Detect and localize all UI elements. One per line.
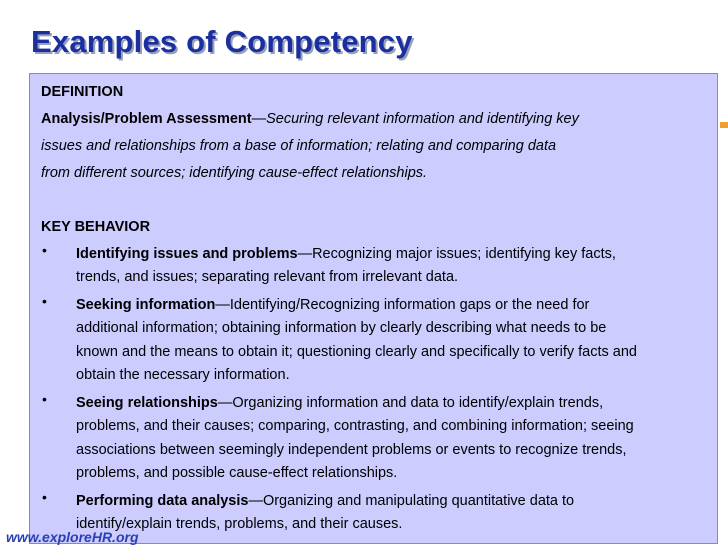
bullet-2: • (42, 293, 47, 309)
bullet-1: • (42, 242, 47, 258)
behavior-1-term: Identifying issues and problems (76, 246, 298, 262)
behavior-1-line-2: trends, and issues; separating relevant from irrelevant data. (76, 269, 459, 285)
behavior-3-line-2: problems, and their causes; comparing, contrasting, and combining information; seeing (76, 418, 634, 434)
behavior-4-line-2: identify/explain trends, problems, and their causes. (76, 516, 403, 532)
behavior-2-line-2: additional information; obtaining information by clearly describing what needs to be (76, 320, 607, 336)
behavior-4-line-1 (76, 491, 574, 511)
behavior-3-line-3: associations between seemingly independent problems or events to recognize trends, (76, 442, 627, 458)
definition-line-1 (41, 109, 579, 129)
definition-text-2: issues and relationships from a base of information; relating and comparing data (41, 138, 557, 154)
behavior-4-first: —Organizing and manipulating quantitative data to (248, 493, 575, 509)
definition-term: Analysis/Problem Assessment (41, 111, 252, 127)
behavior-1-first: —Recognizing major issues; identifying key facts, (297, 246, 616, 262)
slide-title: Examples of Competency (31, 24, 413, 59)
definition-heading: DEFINITION (41, 84, 124, 100)
behavior-3-first: —Organizing information and data to identify/explain trends, (217, 395, 604, 411)
behavior-3-line-1 (76, 393, 603, 413)
behavior-2-term: Seeking information (76, 297, 216, 313)
behavior-2-line-4: obtain the necessary information. (76, 367, 290, 383)
behavior-3-line-4: problems, and possible cause-effect relationships. (76, 465, 398, 481)
behavior-2-line-1 (76, 295, 589, 315)
bullet-3: • (42, 391, 47, 407)
accent-mark (720, 122, 728, 128)
key-behavior-heading: KEY BEHAVIOR (41, 219, 151, 235)
definition-text-3: from different sources; identifying cause-effect relationships. (41, 165, 428, 181)
behavior-2-line-3: known and the means to obtain it; questioning clearly and specifically to verify facts and (76, 344, 637, 360)
behavior-4-term: Performing data analysis (76, 493, 249, 509)
behavior-2-first: —Identifying/Recognizing information gaps or the need for (215, 297, 590, 313)
behavior-1-line-1 (76, 244, 616, 264)
bullet-4: • (42, 489, 47, 505)
definition-text-1: Securing relevant information and identifying key (266, 111, 579, 127)
footer-url[interactable]: www.exploreHR.org (6, 529, 139, 545)
content-box (29, 73, 718, 544)
definition-dash: — (251, 111, 267, 127)
behavior-3-term: Seeing relationships (76, 395, 218, 411)
